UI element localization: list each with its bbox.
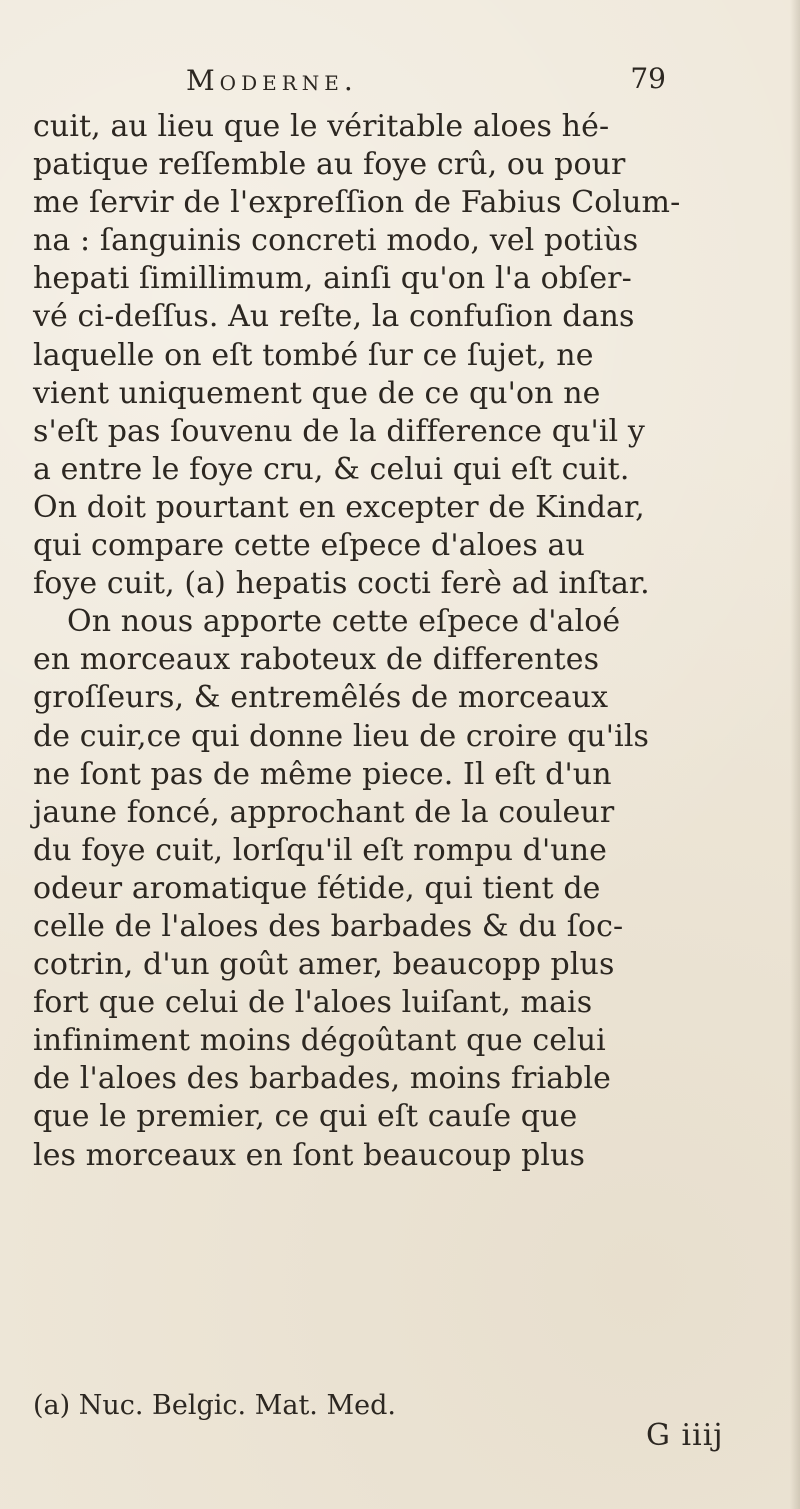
text-line: du foye cuit, lorſqu'il eſt rompu d'une [33, 832, 608, 868]
text-line: de l'aloes des barbades, moins friable [33, 1061, 612, 1097]
text-line: me ſervir de l'expreſſion de Fabius Colum- [33, 185, 681, 221]
text-line: foye cuit, (a) hepatis cocti ferè ad inſtar. [33, 566, 650, 602]
text-line: en morceaux raboteux de differentes [33, 642, 600, 678]
text-line: de cuir,ce qui donne lieu de croire qu'ils [33, 718, 650, 754]
text-line: odeur aromatique fétide, qui tient de [33, 870, 601, 906]
text-line: On nous apporte cette eſpece d'aloé [67, 604, 621, 640]
text-line: cotrin, d'un goût amer, beaucopp plus [33, 947, 615, 983]
page-number: 79 [630, 62, 666, 95]
text-line: patique reſſemble au foye crû, ou pour [33, 147, 626, 183]
text-line: jaune foncé, approchant de la couleur [33, 794, 615, 830]
text-line: laquelle on eſt tombé ſur ce ſujet, ne [33, 337, 594, 373]
page-header [186, 64, 666, 114]
text-line: vient uniquement que de ce qu'on ne [33, 375, 601, 411]
text-line: ne ſont pas de même piece. Il eſt d'un [33, 756, 612, 792]
signature-mark: G iiij [646, 1418, 724, 1453]
text-line: que le premier, ce qui eſt cauſe que [33, 1099, 578, 1135]
text-line: a entre le foye cru, & celui qui eſt cuit. [33, 451, 630, 487]
text-line: na : ſanguinis concreti modo, vel potiùs [33, 223, 639, 259]
text-line: On doit pourtant en excepter de Kindar, [33, 489, 645, 525]
text-line: infiniment moins dégoûtant que celui [33, 1023, 606, 1059]
text-line: groſſeurs, & entremêlés de morceaux [33, 680, 609, 716]
text-line: s'eſt pas ſouvenu de la difference qu'il y [33, 413, 645, 449]
text-line: hepati ſimillimum, ainſi qu'on l'a obſer- [33, 261, 632, 297]
text-line: celle de l'aloes des barbades & du ſoc- [33, 908, 624, 944]
running-head: Moderne. [186, 64, 358, 97]
text-line: vé ci-deſſus. Au reſte, la confuſion dans [33, 299, 635, 335]
text-line: cuit, au lieu que le véritable aloes hé- [33, 109, 610, 144]
footnote: (a) Nuc. Belgic. Mat. Med. [33, 1390, 396, 1421]
body-text [33, 108, 793, 1175]
text-line: qui compare cette eſpece d'aloes au [33, 528, 585, 564]
text-line: fort que celui de l'aloes luiſant, mais [33, 985, 593, 1021]
text-line: les morceaux en ſont beaucoup plus [33, 1137, 586, 1173]
